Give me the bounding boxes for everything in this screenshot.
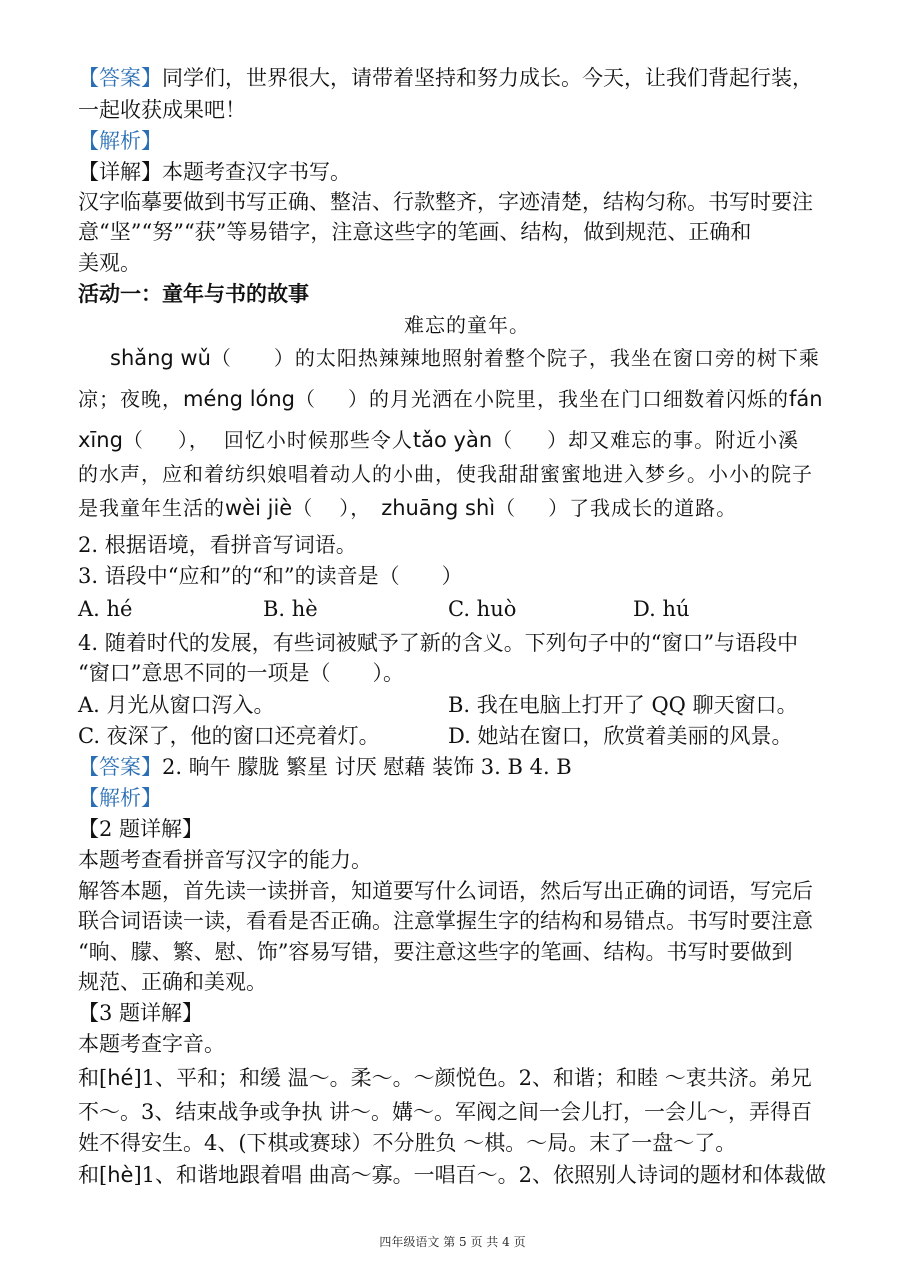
question-4-stem-2: “窗口”意思不同的一项是（ ）。 (78, 661, 404, 685)
q4-option-b: B. 我在电脑上打开了 QQ 聊天窗口。 (448, 693, 798, 717)
detail-paragraph-2: 意“坚”“努”“获”等易错字，注意这些字的笔画、结构，做到规范、正确和 (78, 220, 752, 244)
pinyin-zhuangshi: zhuāng shì (381, 496, 496, 520)
page-footer: 四年级语文 第 5 页 共 4 页 (379, 1235, 526, 1249)
detail-2-paragraph-4: 规范、正确和美观。 (78, 970, 267, 994)
q3-option-c: C. huò (448, 597, 517, 621)
passage-line-4: 的水声，应和着纺织娘唱着动人的小曲，使我甜甜蜜蜜地进入梦乡。小小的院子 (78, 462, 813, 486)
answer-2-text: 2. 晌午 朦胧 繁星 讨厌 慰藉 装饰 3. B 4. B (162, 755, 572, 779)
question-4-stem-1: 4. 随着时代的发展，有些词被赋予了新的含义。下列句子中的“窗口”与语段中 (78, 631, 799, 655)
detail-2-paragraph-1: 解答本题，首先读一读拼音，知道要写什么词语，然后写出正确的词语，写完后 (78, 879, 813, 903)
q3-option-d: D. hú (633, 597, 690, 621)
detail-paragraph-1: 汉字临摹要做到书写正确、整洁、行款整齐，字迹清楚，结构匀称。书写时要注 (78, 190, 813, 214)
detail-2-paragraph-3: “晌、朦、繁、慰、饰”容易写错，要注意这些字的笔画、结构。书写时要做到 (78, 940, 793, 964)
detail-2-intro: 本题考查看拼音写汉字的能力。 (78, 848, 372, 872)
detail-line (78, 157, 351, 187)
question-3-stem: 3. 语段中“应和”的“和”的读音是（ ） (78, 564, 463, 588)
detail-2-paragraph-2: 联合词语读一读，看看是否正确。注意掌握生字的结构和易错点。书写时要注意 (78, 909, 813, 933)
he-reading-2-line-1: 和[hè]1、和谐地跟着唱 曲高～寡。一唱百～。2、依照别人诗词的题材和体裁做 (78, 1163, 827, 1187)
answer-text: 同学们，世界很大，请带着坚持和努力成长。今天，让我们背起行装， (162, 66, 813, 90)
passage-line-2: 凉；夜晚，méng lóng（ ）的月光洒在小院里，我坐在门口细数着闪烁的fán (78, 387, 823, 411)
pinyin-shangwu: shǎng wǔ (110, 346, 211, 370)
answer-2-tag: 【答案】 (78, 755, 162, 779)
q3-option-a: A. hé (78, 597, 133, 621)
passage-line-1: shǎng wǔ（ ）的太阳热辣辣地照射着整个院子，我坐在窗口旁的树下乘 (110, 346, 820, 370)
pinyin-he4: hè (107, 1163, 134, 1187)
q3-option-b: B. hè (263, 597, 318, 621)
passage-title: 难忘的童年。 (404, 313, 530, 337)
detail-2-tag: 【2 题详解】 (78, 817, 204, 841)
pinyin-fan: fán (789, 387, 823, 411)
q4-option-c: C. 夜深了，他的窗口还亮着灯。 (78, 724, 380, 748)
he-reading-1-line-2: 不～。3、结束战争或争执 讲～。媾～。军阀之间一会儿打，一会儿～，弄得百 (78, 1100, 813, 1124)
analysis-tag: 【解析】 (78, 129, 162, 153)
pinyin-he2: hé (107, 1066, 134, 1090)
detail-3-tag: 【3 题详解】 (78, 1001, 204, 1025)
he-reading-1-line-3: 姓不得安生。4、(下棋或赛球）不分胜负 ～棋。～局。末了一盘～了。 (78, 1131, 737, 1155)
question-2: 2. 根据语境，看拼音写词语。 (78, 533, 357, 557)
detail-tag: 【详解】 (78, 160, 162, 184)
he-reading-1-line-1: 和[hé]1、平和；和缓 温～。柔～。～颜悦色。2、和谐；和睦 ～衷共济。弟兄 (78, 1066, 812, 1090)
answer-line-1 (78, 63, 813, 93)
detail-text: 本题考查汉字书写。 (162, 160, 351, 184)
detail-paragraph-3: 美观。 (78, 251, 141, 275)
detail-3-intro: 本题考查字音。 (78, 1032, 225, 1056)
pinyin-taoyan: tǎo yàn (412, 428, 493, 452)
pinyin-weijie: wèi jiè (225, 496, 293, 520)
activity-title: 活动一：童年与书的故事 (78, 281, 309, 306)
answer-2-line (78, 752, 572, 782)
answer-line-2: 一起收获成果吧！ (78, 98, 246, 122)
analysis-2-tag: 【解析】 (78, 786, 162, 810)
passage-line-5: 是我童年生活的wèi jiè（ ）， zhuāng shì（ ）了我成长的道路。 (78, 496, 738, 520)
pinyin-xing: xīng (78, 428, 123, 452)
passage-line-3: xīng（ ）， 回忆小时候那些令人tǎo yàn（ ）却又难忘的事。附近小溪 (78, 428, 800, 452)
q4-option-a: A. 月光从窗口泻入。 (78, 693, 275, 717)
pinyin-menglong: méng lóng (183, 387, 296, 411)
answer-tag: 【答案】 (78, 66, 162, 90)
q4-option-d: D. 她站在窗口，欣赏着美丽的风景。 (448, 724, 793, 748)
